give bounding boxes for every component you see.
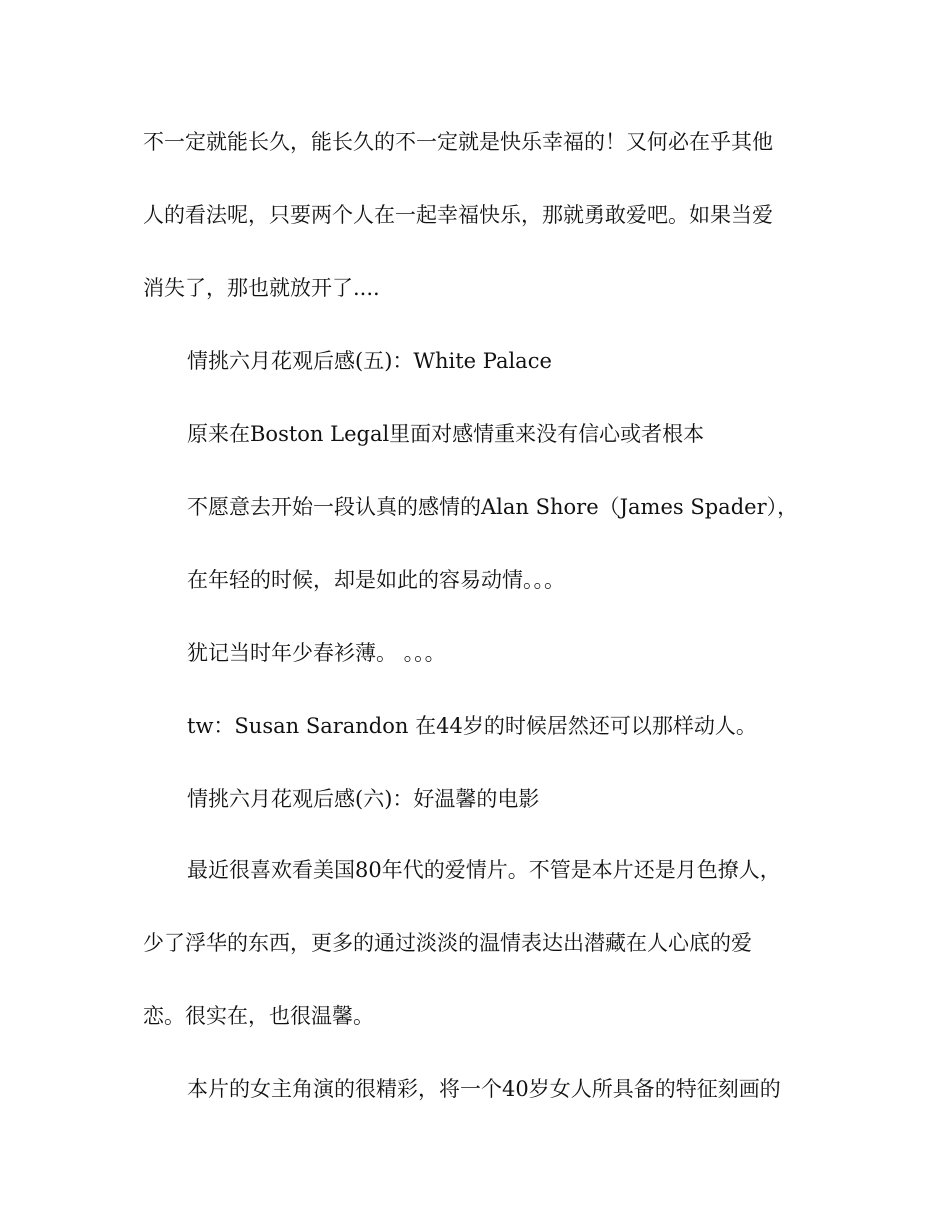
paragraph-line: 本片的女主角演的很精彩，将一个40岁女人所具备的特征刻画的: [187, 1077, 781, 1101]
paragraph-line: 原来在Boston Legal里面对感情重来没有信心或者根本: [187, 422, 705, 446]
paragraph-line: 人的看法呢，只要两个人在一起幸福快乐，那就勇敢爱吧。如果当爱: [143, 203, 773, 227]
paragraph-line: 恋。很实在，也很温馨。: [143, 1004, 374, 1028]
paragraph-line: 最近很喜欢看美国80年代的爱情片。不管是本片还是月色撩人，: [187, 858, 781, 882]
section-heading: 情挑六月花观后感(五)：White Palace: [187, 349, 552, 373]
paragraph-line: 在年轻的时候，却是如此的容易动情。。。: [187, 568, 565, 592]
paragraph-line: 犹记当时年少春衫薄。 。。。: [187, 641, 446, 665]
section-heading: 情挑六月花观后感(六)：好温馨的电影: [187, 787, 540, 811]
paragraph-line: tw：Susan Sarandon 在44岁的时候居然还可以那样动人。: [187, 714, 757, 738]
paragraph-line: 少了浮华的东西，更多的通过淡淡的温情表达出潜藏在人心底的爱: [143, 931, 752, 955]
paragraph-line: 不愿意去开始一段认真的感情的Alan Shore（James Spader），: [187, 495, 799, 519]
paragraph-line: 不一定就能长久，能长久的不一定就是快乐幸福的！又何必在乎其他: [143, 130, 773, 154]
paragraph-line: 消失了，那也就放开了....: [143, 276, 380, 300]
